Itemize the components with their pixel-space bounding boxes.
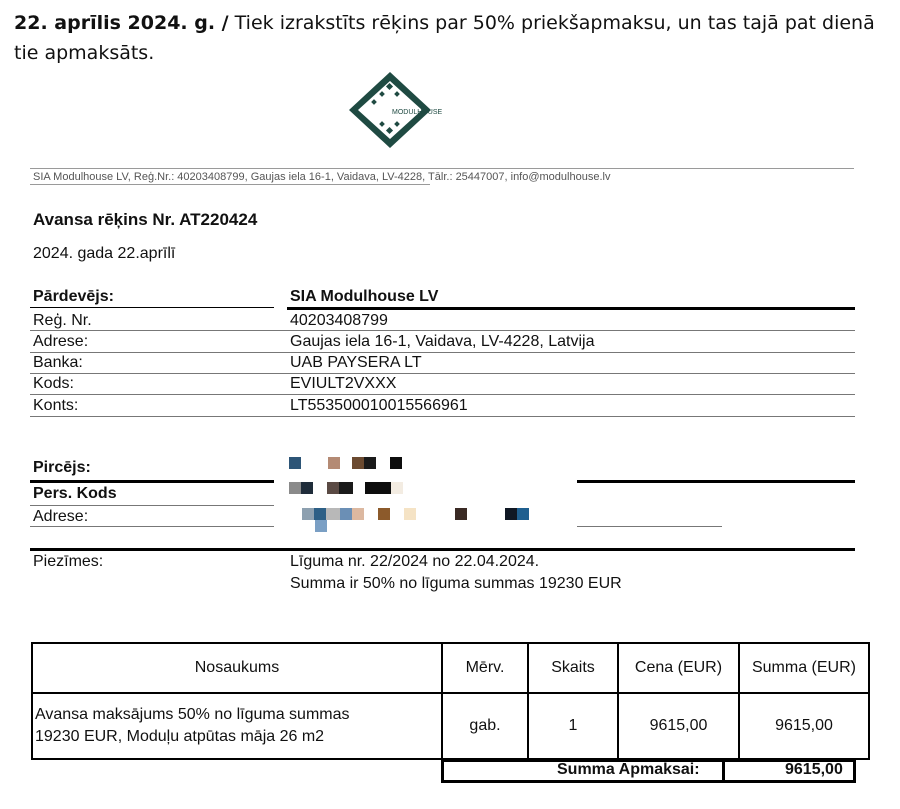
reg-nr-value: 40203408799: [290, 312, 388, 329]
code-label: Kods:: [33, 375, 74, 392]
account-value: LT553500010015566961: [290, 397, 468, 414]
table-header-row: [32, 643, 869, 693]
buyer-label: Pircējs:: [33, 459, 91, 476]
total-separator: [722, 759, 725, 783]
header-divider: [30, 168, 854, 169]
table-row: [32, 693, 869, 759]
row-divider: [30, 505, 274, 506]
items-table: [31, 642, 870, 760]
total-label: Summa Apmaksai:: [557, 761, 700, 778]
intro-date: 22. aprīlis 2024. g. /: [14, 12, 229, 34]
item-name-line-2: 19230 EUR, Moduļu atpūtas māja 26 m2: [35, 728, 325, 745]
item-name-cell: [32, 693, 442, 759]
col-header-sum: Summa (EUR): [739, 643, 869, 693]
code-value: EVIULT2VXXX: [290, 375, 397, 392]
item-price: 9615,00: [618, 693, 739, 759]
col-header-price: Cena (EUR): [618, 643, 739, 693]
item-sum: 9615,00: [739, 693, 869, 759]
intro-paragraph: [14, 8, 894, 68]
buyer-underline: [30, 480, 274, 483]
bank-label: Banka:: [33, 354, 83, 371]
bank-value: UAB PAYSERA LT: [290, 354, 422, 371]
item-name-line-1: Avansa maksājums 50% no līguma summas: [35, 706, 350, 723]
row-divider: [30, 394, 855, 395]
intro-text: Tiek izrakstīts rēķins par 50% priekšapmaksu, un tas tajā pat dienā tie apmaksāts.: [14, 12, 875, 64]
modulhouse-logo: [347, 70, 443, 150]
address-value: Gaujas iela 16-1, Vaidava, LV-4228, Latvija: [290, 333, 595, 350]
row-divider: [30, 330, 855, 331]
seller-label-underline: [30, 307, 274, 308]
buyer-address-label: Adrese:: [33, 508, 89, 525]
notes-divider: [30, 548, 855, 551]
total-value: 9615,00: [785, 761, 843, 778]
row-divider: [30, 416, 855, 417]
account-label: Konts:: [33, 397, 79, 414]
item-qty: 1: [528, 693, 618, 759]
col-header-name: Nosaukums: [32, 643, 442, 693]
col-header-qty: Skaits: [528, 643, 618, 693]
seller-name: SIA Modulhouse LV: [290, 288, 439, 305]
reg-nr-label: Reģ. Nr.: [33, 312, 92, 329]
notes-label: Piezīmes:: [33, 553, 104, 570]
personal-code-label: Pers. Kods: [33, 485, 117, 502]
row-divider: [577, 526, 722, 527]
seller-label: Pārdevējs:: [33, 288, 114, 305]
company-info-line: SIA Modulhouse LV, Reģ.Nr.: 40203408799, Gaujas iela 16-1, Vaidava, LV-4228, Tālr.: 25447007, info@modulhouse.lv: [33, 171, 611, 183]
logo-text: MODULHOUSE: [392, 109, 443, 116]
company-underline: [30, 184, 430, 185]
item-unit: gab.: [442, 693, 528, 759]
seller-name-underline: [287, 307, 855, 310]
row-divider: [30, 526, 274, 527]
notes-line-1: Līguma nr. 22/2024 no 22.04.2024.: [290, 553, 540, 570]
address-label: Adrese:: [33, 333, 89, 350]
buyer-underline-right: [577, 480, 855, 483]
invoice-title: Avansa rēķins Nr. AT220424: [33, 210, 258, 229]
row-divider: [30, 373, 855, 374]
row-divider: [30, 352, 855, 353]
col-header-unit: Mērv.: [442, 643, 528, 693]
notes-line-2: Summa ir 50% no līguma summas 19230 EUR: [290, 575, 622, 592]
invoice-date: 2024. gada 22.aprīlī: [33, 245, 176, 262]
